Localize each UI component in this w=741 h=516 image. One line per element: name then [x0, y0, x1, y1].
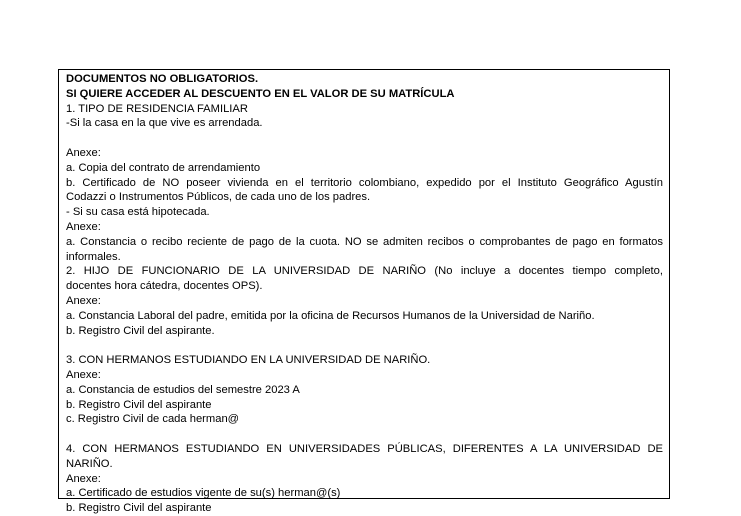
section-2-item-a: a. Constancia Laboral del padre, emitida por la oficina de Recursos Humanos de la Universidad de Nariño.: [66, 309, 595, 322]
section-1-mortgage: - Si su casa está hipotecada.: [66, 206, 210, 219]
section-1-item-b-line1: b. Certificado de NO poseer vivienda en el territorio colombiano, expedido por el Instituto Geográfico Agustín: [66, 176, 663, 189]
section-2-title-line2: docentes hora cátedra, docentes OPS).: [66, 280, 263, 293]
heading-documents: DOCUMENTOS NO OBLIGATORIOS.: [66, 73, 259, 85]
section-1-anexe: Anexe:: [66, 146, 101, 159]
section-3-item-a: a. Constancia de estudios del semestre 2023 A: [66, 383, 300, 396]
section-1-item-a2-line1: a. Constancia o recibo reciente de pago de la cuota. NO se admiten recibos o comprobantes de pago en formatos: [66, 235, 663, 248]
spacer: [66, 427, 663, 442]
section-1-anexe-2: Anexe:: [66, 220, 101, 233]
section-3-title: 3. CON HERMANOS ESTUDIANDO EN LA UNIVERSIDAD DE NARIÑO.: [66, 354, 431, 367]
spacer: [66, 131, 663, 146]
section-3-item-b: b. Registro Civil del aspirante: [66, 398, 212, 411]
section-2-item-b: b. Registro Civil del aspirante.: [66, 324, 215, 337]
section-2-title-line1: 2. HIJO DE FUNCIONARIO DE LA UNIVERSIDAD DE NARIÑO (No incluye a docentes tiempo completo,: [66, 265, 663, 278]
spacer: [66, 338, 663, 353]
section-4-title-line2: NARIÑO.: [66, 457, 113, 470]
section-1-item-b-line2: Codazzi o Instrumentos Públicos, de cada uno de los padres.: [66, 191, 371, 204]
heading-discount: SI QUIERE ACCEDER AL DESCUENTO EN EL VALOR DE SU MATRÍCULA: [66, 87, 455, 100]
section-4-item-a: a. Certificado de estudios vigente de su(s) herman@(s): [66, 487, 341, 500]
section-4-title-line1: 4. CON HERMANOS ESTUDIANDO EN UNIVERSIDADES PÚBLICAS, DIFERENTES A LA UNIVERSIDAD DE: [66, 442, 663, 455]
section-1-item-a: a. Copia del contrato de arrendamiento: [66, 161, 261, 174]
section-4-anexe: Anexe:: [66, 472, 101, 485]
section-1-intro: -Si la casa en la que vive es arrendada.: [66, 117, 263, 130]
section-1-title: 1. TIPO DE RESIDENCIA FAMILIAR: [66, 102, 248, 115]
section-3-item-c: c. Registro Civil de cada herman@: [66, 413, 240, 426]
section-3-anexe: Anexe:: [66, 368, 101, 381]
section-4-item-b: b. Registro Civil del aspirante: [66, 502, 212, 515]
document-box: [58, 69, 670, 515]
page-edge-mark: [733, 338, 737, 352]
section-2-anexe: Anexe:: [66, 294, 101, 307]
section-1-item-a2-line2: informales.: [66, 250, 121, 263]
